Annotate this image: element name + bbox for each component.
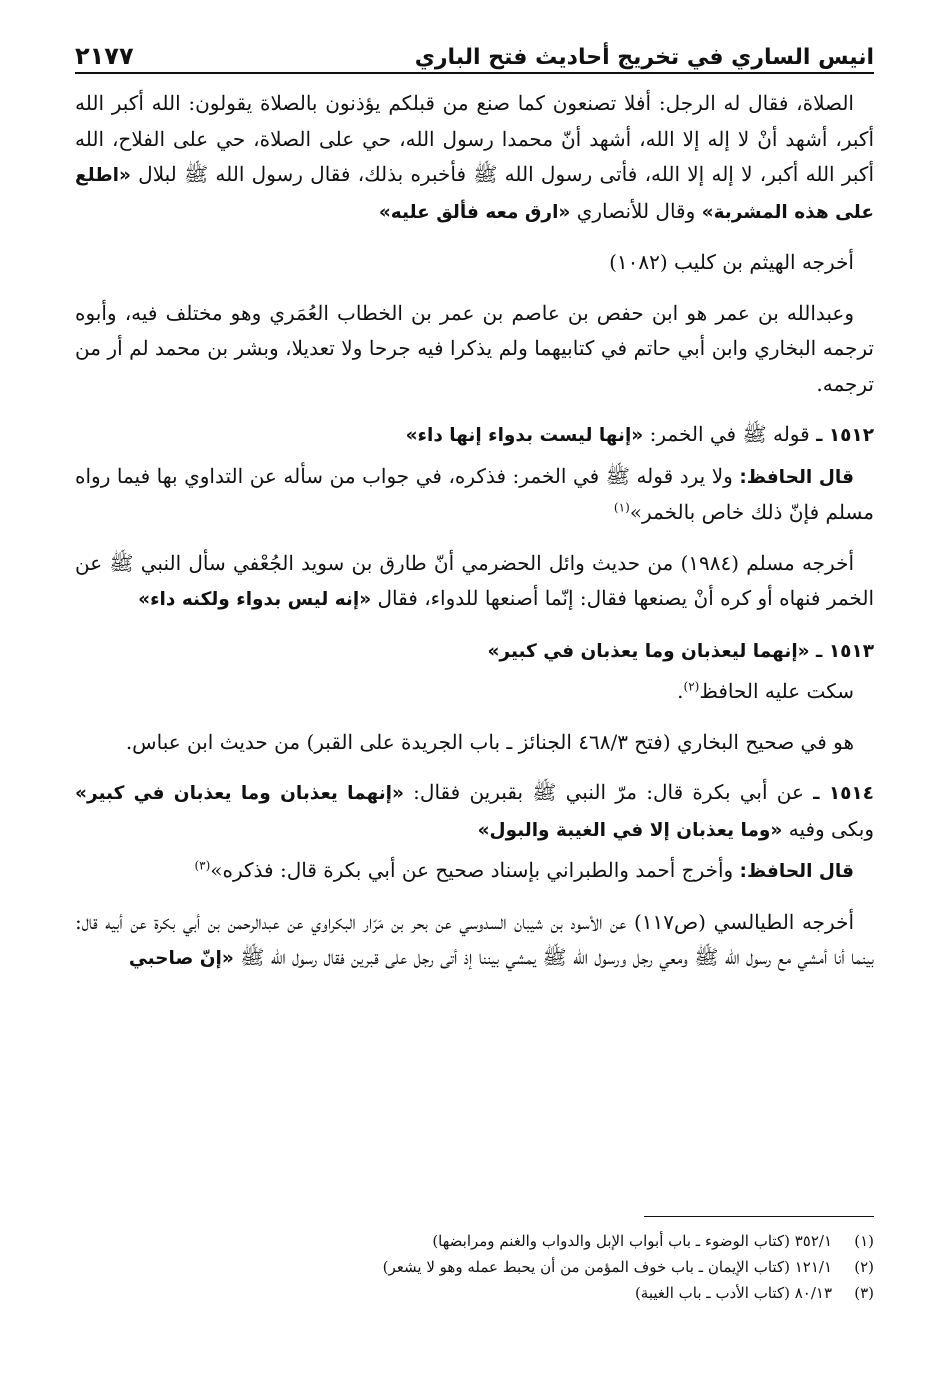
- footnote: [75, 1280, 874, 1306]
- paragraph: قال الحافظ: ولا يرد قوله ﷺ في الخمر: فذكره، في جواب من سأله عن التداوي بها فيما رواه مسلم فإنّ ذلك خاص بالخمر»$^{(١)}$: [75, 463, 874, 524]
- paragraph: الصلاة، فقال له الرجل: أفلا تصنعون كما صنع من قبلكم يؤذنون بالصلاة يقولون: الله أكبر الله أكبر، أشهد أنْ لا إله إلا الله، أشهد أنّ محمدا رسول الله، حي على الصلاة، حي على الفلاح، الله أكبر الله أكبر، لا إله إلا الله، فأتى رسول الله ﷺ فأخبره بذلك، فقال رسول الله ﷺ لبلال «اطلع على هذه المشربة» وقال للأنصاري «ارق معه فألق عليه»: [75, 91, 874, 223]
- footnotes: [75, 1228, 874, 1306]
- paragraph: أخرجه الطيالسي (ص١١٧) عن الأسود بن شيبان السدوسي عن بحر بن مَرّار البكراوي عن عبدالرحمن بن أبي بكرة عن أبيه قال: بينما أنا أمشي مع رسول الله ﷺ ومعي رجل ورسول الله ﷺ يمشي بيننا إذ أتى رجل على قبرين فقال رسول الله ﷺ «إنّ صاحبي: [75, 909, 874, 969]
- footnote-number: (٣): [854, 1284, 874, 1302]
- paragraph: سكت عليه الحافظ$^{(٢)}$.: [677, 679, 854, 703]
- hadith-1513: ١٥١٣ ـ «إنهما ليعذبان وما يعذبان في كبير»: [487, 640, 874, 662]
- footnote-text: ٨٠/١٣ (كتاب الأدب ـ باب الغيبة): [634, 1284, 832, 1302]
- running-title: انيس الساري في تخريج أحاديث فتح الباري: [414, 45, 874, 70]
- paragraph: أخرجه مسلم (١٩٨٤) من حديث وائل الحضرمي أنّ طارق بن سويد الجُعْفي سأل النبي ﷺ عن الخمر فنهاه أو كره أنْ يصنعها فقال: إنّما أصنعها للدواء، فقال «إنه ليس بدواء ولكنه داء»: [75, 550, 874, 610]
- footnote: [75, 1254, 874, 1280]
- page-number: ٢١٧٧: [75, 42, 134, 70]
- hadith-1512: ١٥١٢ ـ قوله ﷺ في الخمر: «إنها ليست بدواء إنها داء»: [405, 422, 874, 446]
- footnote-number: (١): [854, 1232, 874, 1250]
- paragraph: قال الحافظ: وأخرج أحمد والطبراني بإسناد صحيح عن أبي بكرة قال: فذكره»$^{(٣)}$: [194, 858, 854, 882]
- page-header: [75, 28, 874, 74]
- footnote-text: ١٢١/١ (كتاب الإيمان ـ باب خوف المؤمن من أن يحبط عمله وهو لا يشعر): [382, 1258, 832, 1276]
- page: [75, 28, 874, 1365]
- footnote: [75, 1228, 874, 1254]
- hadith-1514: ١٥١٤ ـ عن أبي بكرة قال: مرّ النبي ﷺ بقبرين فقال: «إنهما يعذبان وما يعذبان في كبير» وبكى وفيه «وما يعذبان إلا في الغيبة والبول»: [75, 780, 874, 841]
- footnote-text: ٣٥٢/١ (كتاب الوضوء ـ باب أبواب الإبل والدواب والغنم ومرابضها): [432, 1232, 832, 1250]
- main-text: [75, 86, 874, 977]
- footnote-divider: [644, 1216, 874, 1217]
- footnote-number: (٢): [854, 1258, 874, 1276]
- paragraph: أخرجه الهيثم بن كليب (١٠٨٢): [609, 250, 854, 274]
- paragraph: وعبدالله بن عمر هو ابن حفص بن عاصم بن عمر بن الخطاب العُمَري وهو مختلف فيه، وأبوه ترجمه البخاري وابن أبي حاتم في كتابيهما ولم يذكرا فيه جرحا ولا تعديلا، وبشر بن محمد لم أر من ترجمه.: [75, 300, 874, 396]
- paragraph: هو في صحيح البخاري (فتح ٤٦٨/٣ الجنائز ـ باب الجريدة على القبر) من حديث ابن عباس.: [125, 729, 854, 754]
